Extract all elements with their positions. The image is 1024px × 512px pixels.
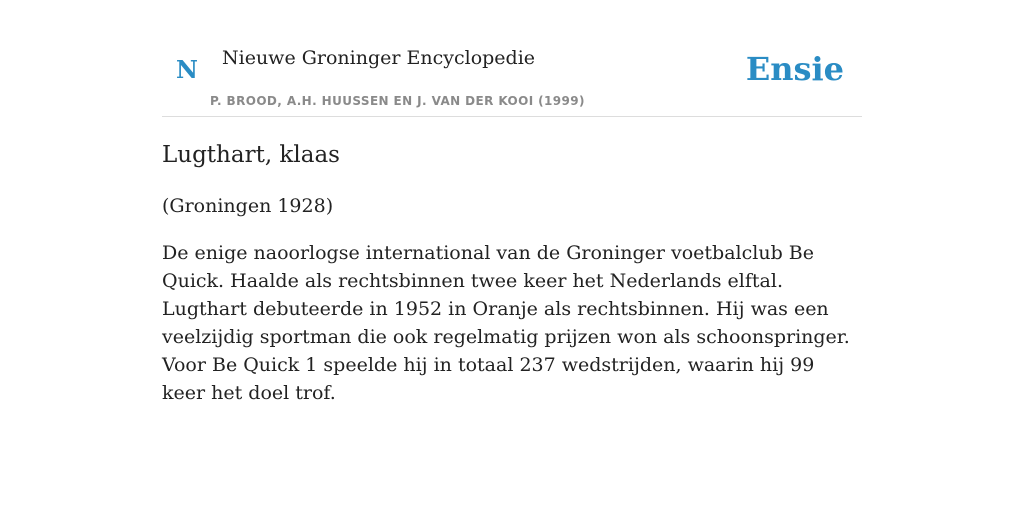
page-header [162,0,862,117]
entry-subtitle: (Groningen 1928) [162,195,334,217]
entry-title: Lugthart, klaas [162,142,340,168]
book-authors: P. BROOD, A.H. HUUSSEN EN J. VAN DER KOOI (1999) [210,94,585,108]
book-title-link[interactable]: Nieuwe Groninger Encyclopedie [222,47,536,69]
entry-body: De enige naoorlogse international van de Groninger voetbalclub Be Quick. Haalde als rechtsbinnen twee keer het Nederlands elftal. Lugthart debuteerde in 1952 in Oranje als rechtsbinnen. Hij was een veelzijdig sportman die ook regelmatig prijzen won als schoonspringer. Voor Be Quick 1 speelde hij in totaal 237 wedstrijden, waarin hij 99 keer het doel trof. [162,242,850,404]
ensie-brand-logo[interactable]: Ensie [745,50,844,88]
encyclopedia-logo-letter[interactable]: N [176,55,198,84]
